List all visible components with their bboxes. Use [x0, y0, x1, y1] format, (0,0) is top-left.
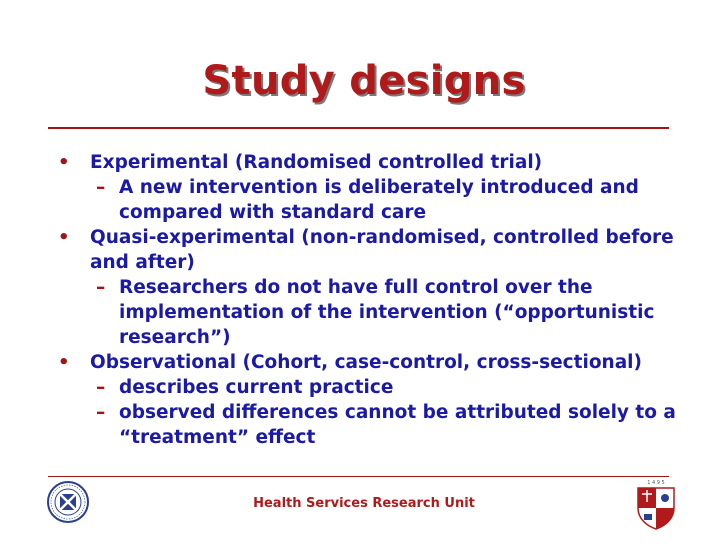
sub-bullet-text: A new intervention is deliberately introduced and compared with standard care: [119, 177, 639, 223]
slide-title: Study designs: [202, 58, 526, 104]
sub-bullet-item: [58, 175, 678, 225]
footer-text: Health Services Research Unit: [253, 496, 475, 511]
bullet-item: [58, 225, 678, 275]
bullet-list: [58, 150, 678, 450]
title-divider: [48, 127, 669, 129]
bullet-marker-icon: •: [58, 352, 70, 373]
sub-bullet-text: describes current practice: [119, 377, 394, 398]
dash-marker-icon: –: [96, 402, 106, 423]
bullet-marker-icon: •: [58, 152, 70, 173]
university-crest-icon: [632, 478, 680, 530]
bullet-item: [58, 350, 678, 375]
dash-marker-icon: –: [96, 377, 106, 398]
footer-divider: [48, 476, 669, 477]
dash-marker-icon: –: [96, 177, 106, 198]
bullet-text: Quasi-experimental (non-randomised, controlled before and after): [90, 227, 674, 273]
sub-bullet-text: observed differences cannot be attributed solely to a “treatment” effect: [119, 402, 676, 448]
sub-bullet-item: [58, 400, 678, 450]
bullet-text: Observational (Cohort, case-control, cross-sectional): [90, 352, 642, 373]
sub-bullet-item: [58, 275, 678, 350]
bullet-text: Experimental (Randomised controlled trial): [90, 152, 543, 173]
bullet-item: [58, 150, 678, 175]
crest-year: 1 4 9 5: [647, 480, 665, 486]
sub-bullet-text: Researchers do not have full control over the implementation of the intervention (“opportunistic research”): [119, 277, 655, 348]
sub-bullet-item: [58, 375, 678, 400]
bullet-marker-icon: •: [58, 227, 70, 248]
dash-marker-icon: –: [96, 277, 106, 298]
